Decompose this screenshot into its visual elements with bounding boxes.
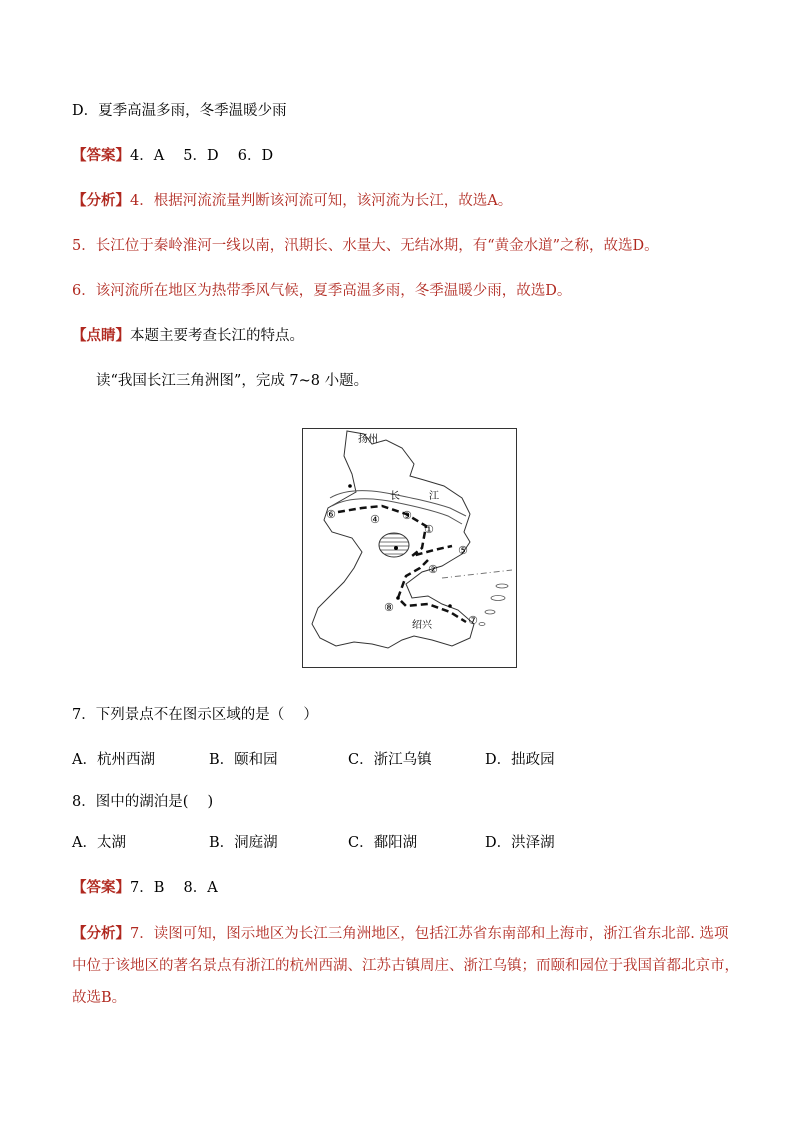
answer-text: 7．B 8．A: [130, 880, 218, 896]
q8-option-a[interactable]: A．太湖: [72, 835, 126, 851]
intro-line: 读“我国长江三角洲图”，完成 7~8 小题。: [96, 373, 369, 389]
city-dot: [396, 596, 400, 600]
q7-option-c[interactable]: C．浙江乌镇: [348, 752, 432, 768]
island: [496, 584, 508, 588]
lake-dot: [394, 546, 398, 550]
analysis-line-1: [72, 191, 512, 211]
dianjing-tag: 【点睛】: [72, 327, 130, 344]
marker-5: ⑤: [458, 544, 468, 557]
label-shaoxing: 绍兴: [412, 620, 432, 631]
q7-option-b[interactable]: B．颐和园: [209, 752, 278, 768]
label-jiang: 江: [429, 491, 439, 502]
q7-option-a[interactable]: A．杭州西湖: [72, 752, 155, 768]
dianjing-line: [72, 326, 304, 346]
marker-7: ⑦: [468, 614, 478, 627]
dianjing-text: 本题主要考查长江的特点。: [130, 328, 304, 344]
yangtze-delta-map: [302, 428, 517, 668]
marker-3: ③: [402, 509, 412, 522]
analysis2-line-3: 故选B。: [72, 990, 127, 1006]
island: [479, 623, 485, 626]
q7-stem: 7．下列景点不在图示区域的是（ ）: [72, 707, 318, 723]
analysis2-line-2: 中位于该地区的著名景点有浙江的杭州西湖、江苏古镇周庄、浙江乌镇；而颐和园位于我国首都北京市，: [72, 958, 739, 974]
label-chang: 长: [390, 491, 400, 502]
analysis-line-3: 6．该河流所在地区为热带季风气候，夏季高温多雨，冬季温暖少雨，故选D。: [72, 283, 572, 299]
analysis-tag: 【分析】: [72, 192, 130, 209]
marker-1: ①: [424, 523, 434, 536]
island: [491, 596, 505, 601]
yangzhou-dot: [348, 484, 352, 488]
answer-tag: 【答案】: [72, 147, 130, 164]
lake-taihu: [379, 533, 409, 557]
analysis2-line-1: [72, 924, 728, 944]
answer-line-2: [72, 878, 218, 898]
marker-4: ④: [370, 513, 380, 526]
marker-6: ⑥: [326, 508, 336, 521]
analysis-text: 4．根据河流流量判断该河流可知，该河流为长江，故选A。: [130, 193, 513, 209]
city-dot: [448, 604, 452, 608]
analysis-line-2: 5．长江位于秦岭淮河一线以南，汛期长、水量大、无结冰期，有“黄金水道”之称，故选D。: [72, 238, 659, 254]
q8-option-d[interactable]: D．洪泽湖: [485, 835, 555, 851]
q8-stem: 8．图中的湖泊是( ): [72, 794, 214, 810]
q8-option-c[interactable]: C．鄱阳湖: [348, 835, 418, 851]
q6-option-d: D．夏季高温多雨，冬季温暖少雨: [72, 103, 287, 119]
label-yangzhou: 扬州: [358, 434, 378, 445]
answer-line-1: [72, 146, 273, 166]
marker-2: ②: [428, 563, 438, 576]
analysis-tag: 【分析】: [72, 925, 130, 942]
marker-8: ⑧: [384, 601, 394, 614]
analysis-text: 7．读图可知，图示地区为长江三角洲地区，包括江苏省东南部和上海市，浙江省东北部. 选项: [130, 926, 729, 942]
island: [485, 610, 495, 614]
answer-tag: 【答案】: [72, 879, 130, 896]
answer-text: 4．A 5．D 6．D: [130, 148, 274, 164]
q8-option-b[interactable]: B．洞庭湖: [209, 835, 278, 851]
q7-option-d[interactable]: D．拙政园: [485, 752, 555, 768]
